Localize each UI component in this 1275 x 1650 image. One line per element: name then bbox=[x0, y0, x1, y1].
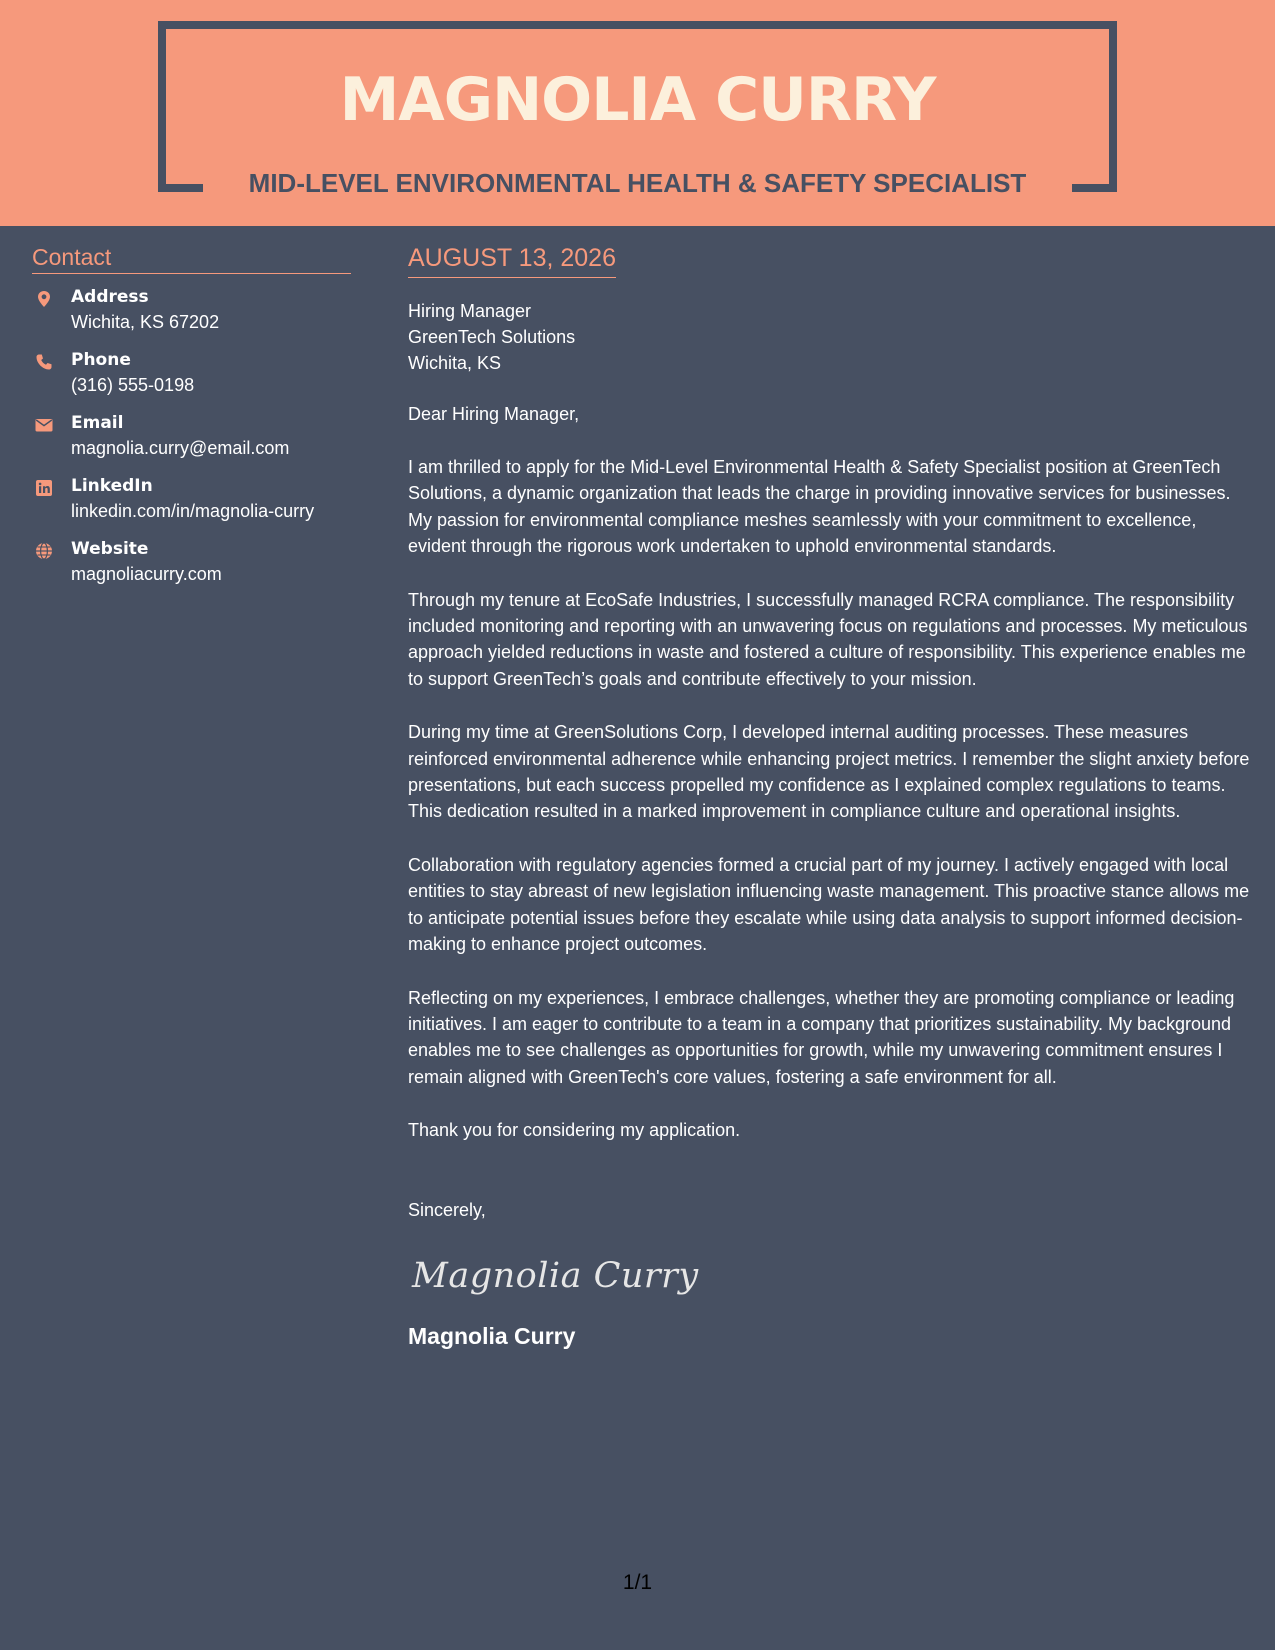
recipient-line: Wichita, KS bbox=[408, 353, 502, 373]
recipient-block bbox=[408, 298, 1253, 376]
letter-date: AUGUST 13, 2026 bbox=[408, 244, 616, 272]
contact-value: (316) 555-0198 bbox=[71, 375, 195, 395]
job-title: MID-LEVEL ENVIRONMENTAL HEALTH & SAFETY SPECIALIST bbox=[248, 168, 1027, 198]
signer-name: Magnolia Curry bbox=[408, 1322, 576, 1349]
closing: Sincerely, bbox=[408, 1199, 486, 1220]
contact-value: magnolia.curry@email.com bbox=[71, 438, 290, 458]
contact-email bbox=[32, 411, 351, 474]
recipient-line: GreenTech Solutions bbox=[408, 327, 576, 347]
page-number: 1/1 bbox=[622, 1571, 653, 1594]
phone-icon bbox=[35, 353, 53, 371]
contact-label: Website bbox=[71, 539, 149, 559]
letter-paragraph: Thank you for considering my application. bbox=[408, 1120, 741, 1141]
contact-linkedin bbox=[32, 474, 351, 537]
letter-paragraph: I am thrilled to apply for the Mid-Level Environmental Health & Safety Specialist position at GreenTech Solutions, a dynamic organization that leads the charge in providing innovative services for businesses. My passion for environmental compliance meshes seamlessly with your commitment to excellence, evident through the rigorous work undertaken to uphold environmental standards. bbox=[408, 457, 1231, 557]
letter-paragraph: During my time at GreenSolutions Corp, I developed internal auditing processes. These measures reinforced environmental adherence while enhancing project metrics. I remember the slight anxiety before presentations, but each success propelled my confidence as I explained complex regulations to teams. This dedication resulted in a marked improvement in compliance culture and operational insights. bbox=[408, 722, 1250, 822]
contact-address bbox=[32, 285, 351, 348]
contact-label: LinkedIn bbox=[71, 476, 153, 496]
handwritten-signature: Magnolia Curry bbox=[412, 1255, 699, 1296]
frame-top-border bbox=[158, 21, 1117, 29]
date-underline bbox=[408, 243, 616, 278]
letter-paragraph: Collaboration with regulatory agencies formed a crucial part of my journey. I actively engaged with local entities to stay abreast of new legislation influencing waste management. This proactive stance allows me to anticipate potential issues before they escalate while using data analysis to support informed decision-making to enhance project outcomes. bbox=[408, 854, 1250, 955]
contact-website bbox=[32, 537, 351, 600]
contact-list bbox=[32, 285, 351, 600]
contact-value: magnoliacurry.com bbox=[71, 564, 222, 584]
envelope-icon bbox=[35, 416, 53, 434]
letter-paragraph: Reflecting on my experiences, I embrace challenges, whether they are promoting compliance or leading initiatives. I am eager to contribute to a team in a company that prioritizes sustainability. My background enables me to see challenges as opportunities for growth, while my unwavering commitment ensures I remain aligned with GreenTech's core values, fostering a safe environment for all. bbox=[408, 987, 1235, 1087]
linkedin-icon bbox=[35, 479, 53, 497]
recipient-line: Hiring Manager bbox=[408, 301, 532, 321]
globe-icon bbox=[35, 542, 53, 560]
contact-label: Phone bbox=[71, 350, 131, 370]
letter-body bbox=[408, 243, 1253, 1350]
salutation: Dear Hiring Manager, bbox=[408, 404, 580, 424]
applicant-name: MAGNOLIA CURRY bbox=[339, 65, 936, 135]
map-pin-icon bbox=[35, 290, 53, 308]
contact-value: Wichita, KS 67202 bbox=[71, 312, 220, 332]
contact-label: Email bbox=[71, 413, 124, 433]
contact-value: linkedin.com/in/magnolia-curry bbox=[71, 501, 315, 521]
contact-label: Address bbox=[71, 287, 149, 307]
contact-heading: Contact bbox=[32, 243, 351, 274]
letter-paragraph: Through my tenure at EcoSafe Industries, I successfully managed RCRA compliance. The responsibility included monitoring and reporting with an unwavering focus on regulations and processes. My meticulous approach yielded reductions in waste and fostered a culture of responsibility. This experience enables me to support GreenTech’s goals and contribute effectively to your mission. bbox=[408, 589, 1248, 689]
header-banner bbox=[0, 0, 1275, 226]
contact-phone bbox=[32, 348, 351, 411]
contact-sidebar bbox=[32, 243, 351, 600]
